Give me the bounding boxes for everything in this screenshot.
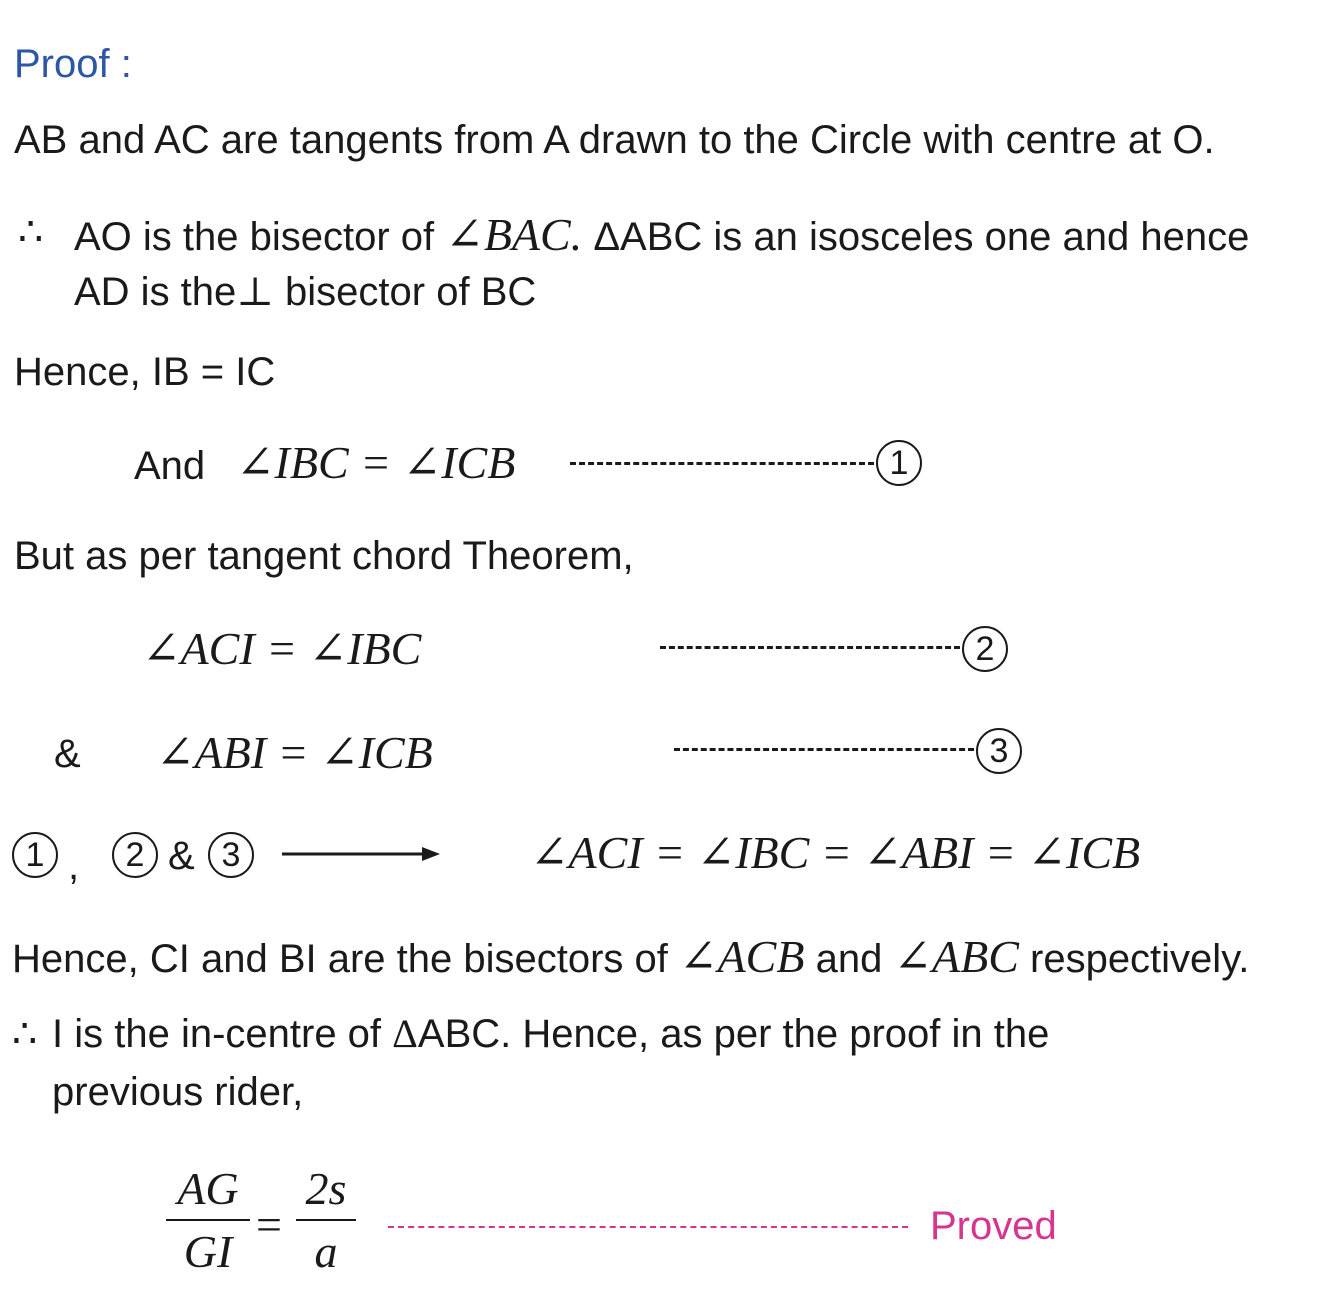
page-title: Proof : — [14, 42, 132, 86]
delta-symbol: Δ — [392, 1011, 418, 1056]
fraction-2s-a-denominator: a — [314, 1226, 338, 1277]
ref-circle-3: 3 — [976, 728, 1022, 774]
perp-text-a: AD is the — [74, 270, 237, 314]
dash-leader-1 — [570, 462, 874, 465]
comma: , — [68, 844, 80, 888]
incentre-text-a: I is the in-centre of — [52, 1012, 382, 1056]
perp-bisector-text — [74, 269, 537, 314]
implies-arrow-icon — [282, 844, 442, 864]
angle-bac: ∠BAC. — [445, 209, 583, 260]
angle-acb: ∠ACB — [679, 931, 805, 982]
equals-sign: = — [256, 1199, 282, 1250]
ref-circle-2: 2 — [962, 626, 1008, 672]
previous-rider-text: previous rider, — [52, 1070, 304, 1114]
bisectors-text — [12, 931, 1250, 982]
proved-label: Proved — [930, 1204, 1057, 1248]
ref-circle-2b: 2 — [112, 832, 158, 878]
therefore-symbol-2: ∴ — [12, 1012, 38, 1056]
isosceles-text: ΔABC is an isosceles one and hence — [593, 215, 1250, 259]
respectively-text: respectively. — [1030, 937, 1250, 981]
ref-circle-1: 1 — [876, 440, 922, 486]
ampersand-2: & — [168, 834, 195, 878]
bisector-text-a: AO is the bisector of — [74, 215, 435, 259]
fraction-ag-gi — [166, 1162, 250, 1278]
equation-1: ∠IBC = ∠ICB — [236, 437, 516, 488]
dash-leader-3 — [674, 748, 974, 751]
ampersand: & — [54, 732, 81, 776]
tangent-chord-text: But as per tangent chord Theorem, — [14, 534, 634, 578]
bisector-text — [74, 209, 1250, 260]
fraction-2s-a-numerator: 2s — [305, 1163, 347, 1214]
fraction-ag-gi-numerator: AG — [177, 1163, 239, 1214]
and-text: and — [815, 937, 883, 981]
ref-circle-3b: 3 — [208, 832, 254, 878]
incentre-text — [52, 1011, 1050, 1056]
angle-abc: ∠ABC — [893, 931, 1019, 982]
statement-tangents: AB and AC are tangents from A drawn to the Circle with centre at O. — [14, 118, 1215, 162]
therefore-symbol: ∴ — [18, 210, 44, 254]
equation-4: ∠ACI = ∠IBC = ∠ABI = ∠ICB — [530, 827, 1141, 878]
fraction-ag-gi-denominator: GI — [183, 1226, 233, 1277]
and-label: And — [134, 444, 206, 488]
dash-leader-2 — [660, 646, 960, 649]
hence-ib-ic: Hence, IB = IC — [14, 350, 276, 394]
dash-leader-proved — [388, 1226, 908, 1228]
equation-2: ∠ACI = ∠IBC — [142, 623, 422, 674]
equation-3: ∠ABI = ∠ICB — [156, 727, 433, 778]
bisectors-text-a: Hence, CI and BI are the bisectors of — [12, 937, 668, 981]
fraction-2s-a — [296, 1162, 356, 1278]
perpendicular-symbol: ⊥ — [236, 269, 274, 314]
ref-circle-1b: 1 — [12, 832, 58, 878]
perp-text-b: bisector of BC — [285, 270, 537, 314]
incentre-text-b: ABC. Hence, as per the proof in the — [417, 1012, 1050, 1056]
